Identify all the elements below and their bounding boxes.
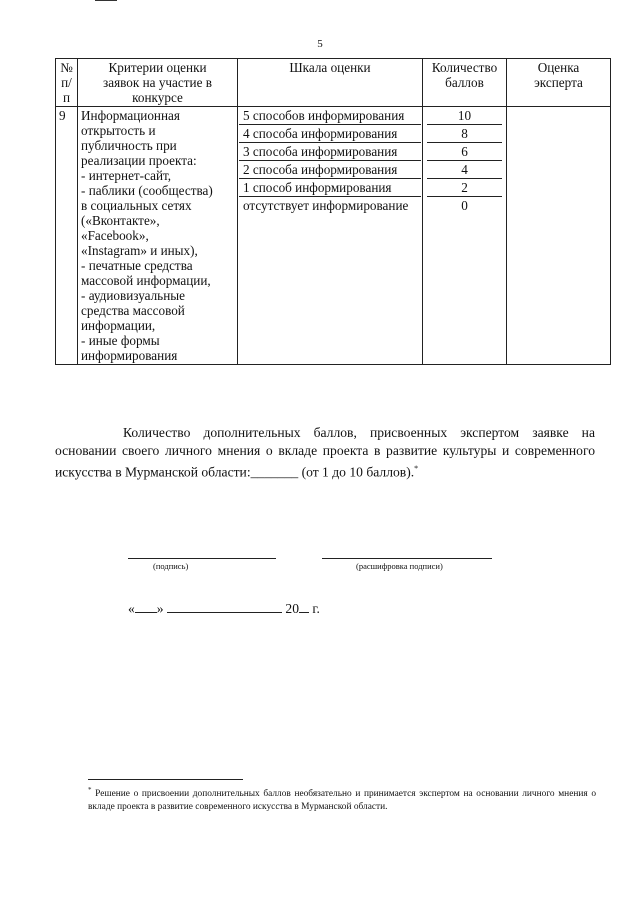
header-criteria: [78, 59, 238, 107]
table-row: [56, 107, 611, 365]
header-expert-line: эксперта: [534, 75, 583, 90]
scale-option: 4 способа информирования: [239, 125, 421, 143]
footnote-ref: *: [414, 464, 419, 473]
signature-line[interactable]: [128, 558, 276, 559]
points-value: 8: [427, 125, 502, 143]
signature-caption: (подпись): [153, 561, 189, 571]
header-num: [56, 59, 78, 107]
criteria-line: публичность при: [81, 138, 177, 153]
criteria-line: в социальных сетях: [81, 198, 192, 213]
header-expert: [507, 59, 611, 107]
year-suffix: г.: [312, 601, 320, 616]
table-header-row: [56, 59, 611, 107]
criteria-line: средства массовой: [81, 303, 185, 318]
scale-option: 1 способ информирования: [239, 179, 421, 197]
header-points: [423, 59, 507, 107]
points-value: 6: [427, 143, 502, 161]
criteria-line: открытость и: [81, 123, 156, 138]
criteria-line: - печатные средства: [81, 258, 193, 273]
criteria-line: - интернет-сайт,: [81, 168, 172, 183]
row-number: 9: [56, 107, 78, 365]
criteria-line: массовой информации,: [81, 273, 211, 288]
criteria-line: Информационная: [81, 108, 180, 123]
footnote-text: Решение о присвоении дополнительных баллов необязательно и принимается экспертом на основании личного мнения о вкладе проекта в развитие современного искусства в Мурманской области.: [88, 789, 597, 812]
row-expert-score[interactable]: [507, 107, 611, 365]
header-expert-line: Оценка: [537, 60, 580, 75]
points-value: 2: [427, 179, 502, 197]
row-scale: [238, 107, 423, 365]
paragraph-text: Количество дополнительных баллов, присвоенных экспертом заявке на основании своего личного мнения о вкладе проекта в развитие культуры и современного искусства в Мурманской области:_______ (от 1 до 10 баллов).: [55, 425, 595, 480]
header-num-line: п/: [61, 75, 72, 90]
criteria-line: - аудиовизуальные: [81, 288, 185, 303]
points-value: 4: [427, 161, 502, 179]
additional-points-paragraph: [55, 424, 595, 482]
evaluation-table: [55, 58, 611, 365]
header-criteria-line: конкурсе: [132, 90, 183, 105]
page-number: 5: [317, 38, 323, 50]
criteria-line: «Instagram» и иных),: [81, 243, 198, 258]
header-num-line: п: [62, 90, 71, 105]
top-edge-mark: [95, 0, 117, 1]
header-scale: Шкала оценки: [238, 59, 423, 107]
year-blank[interactable]: [299, 600, 309, 613]
month-blank[interactable]: [167, 600, 282, 613]
header-criteria-line: Критерии оценки: [108, 60, 207, 75]
criteria-line: «Facebook»,: [81, 228, 149, 243]
row-criteria: [78, 107, 238, 365]
row-points: [423, 107, 507, 365]
header-num-line: №: [60, 60, 73, 75]
points-value: 10: [427, 107, 502, 125]
scale-option: 3 способа информирования: [239, 143, 421, 161]
footnote: [88, 784, 596, 813]
header-criteria-line: заявок на участие в: [103, 75, 212, 90]
scale-option: отсутствует информирование: [243, 198, 409, 213]
scale-option: 2 способа информирования: [239, 161, 421, 179]
date-line: [128, 600, 320, 617]
footnote-divider: [88, 779, 243, 780]
header-points-line: баллов: [445, 75, 484, 90]
day-blank[interactable]: [135, 600, 157, 613]
year-prefix: 20: [285, 601, 299, 616]
date-close-quote: »: [156, 601, 164, 616]
criteria-line: - паблики (сообщества): [81, 183, 213, 198]
scale-option: 5 способов информирования: [239, 107, 421, 125]
footnote-mark: *: [88, 786, 92, 794]
date-open-quote: «: [128, 601, 135, 616]
criteria-line: информации,: [81, 318, 156, 333]
signature-decryption-caption: (расшифровка подписи): [356, 561, 443, 571]
header-points-line: Количество: [431, 60, 498, 75]
criteria-line: реализации проекта:: [81, 153, 197, 168]
signature-decryption-line[interactable]: [322, 558, 492, 559]
criteria-line: («Вконтакте»,: [81, 213, 160, 228]
criteria-line: информирования: [81, 348, 178, 363]
criteria-line: - иные формы: [81, 333, 160, 348]
points-value: 0: [461, 198, 468, 213]
